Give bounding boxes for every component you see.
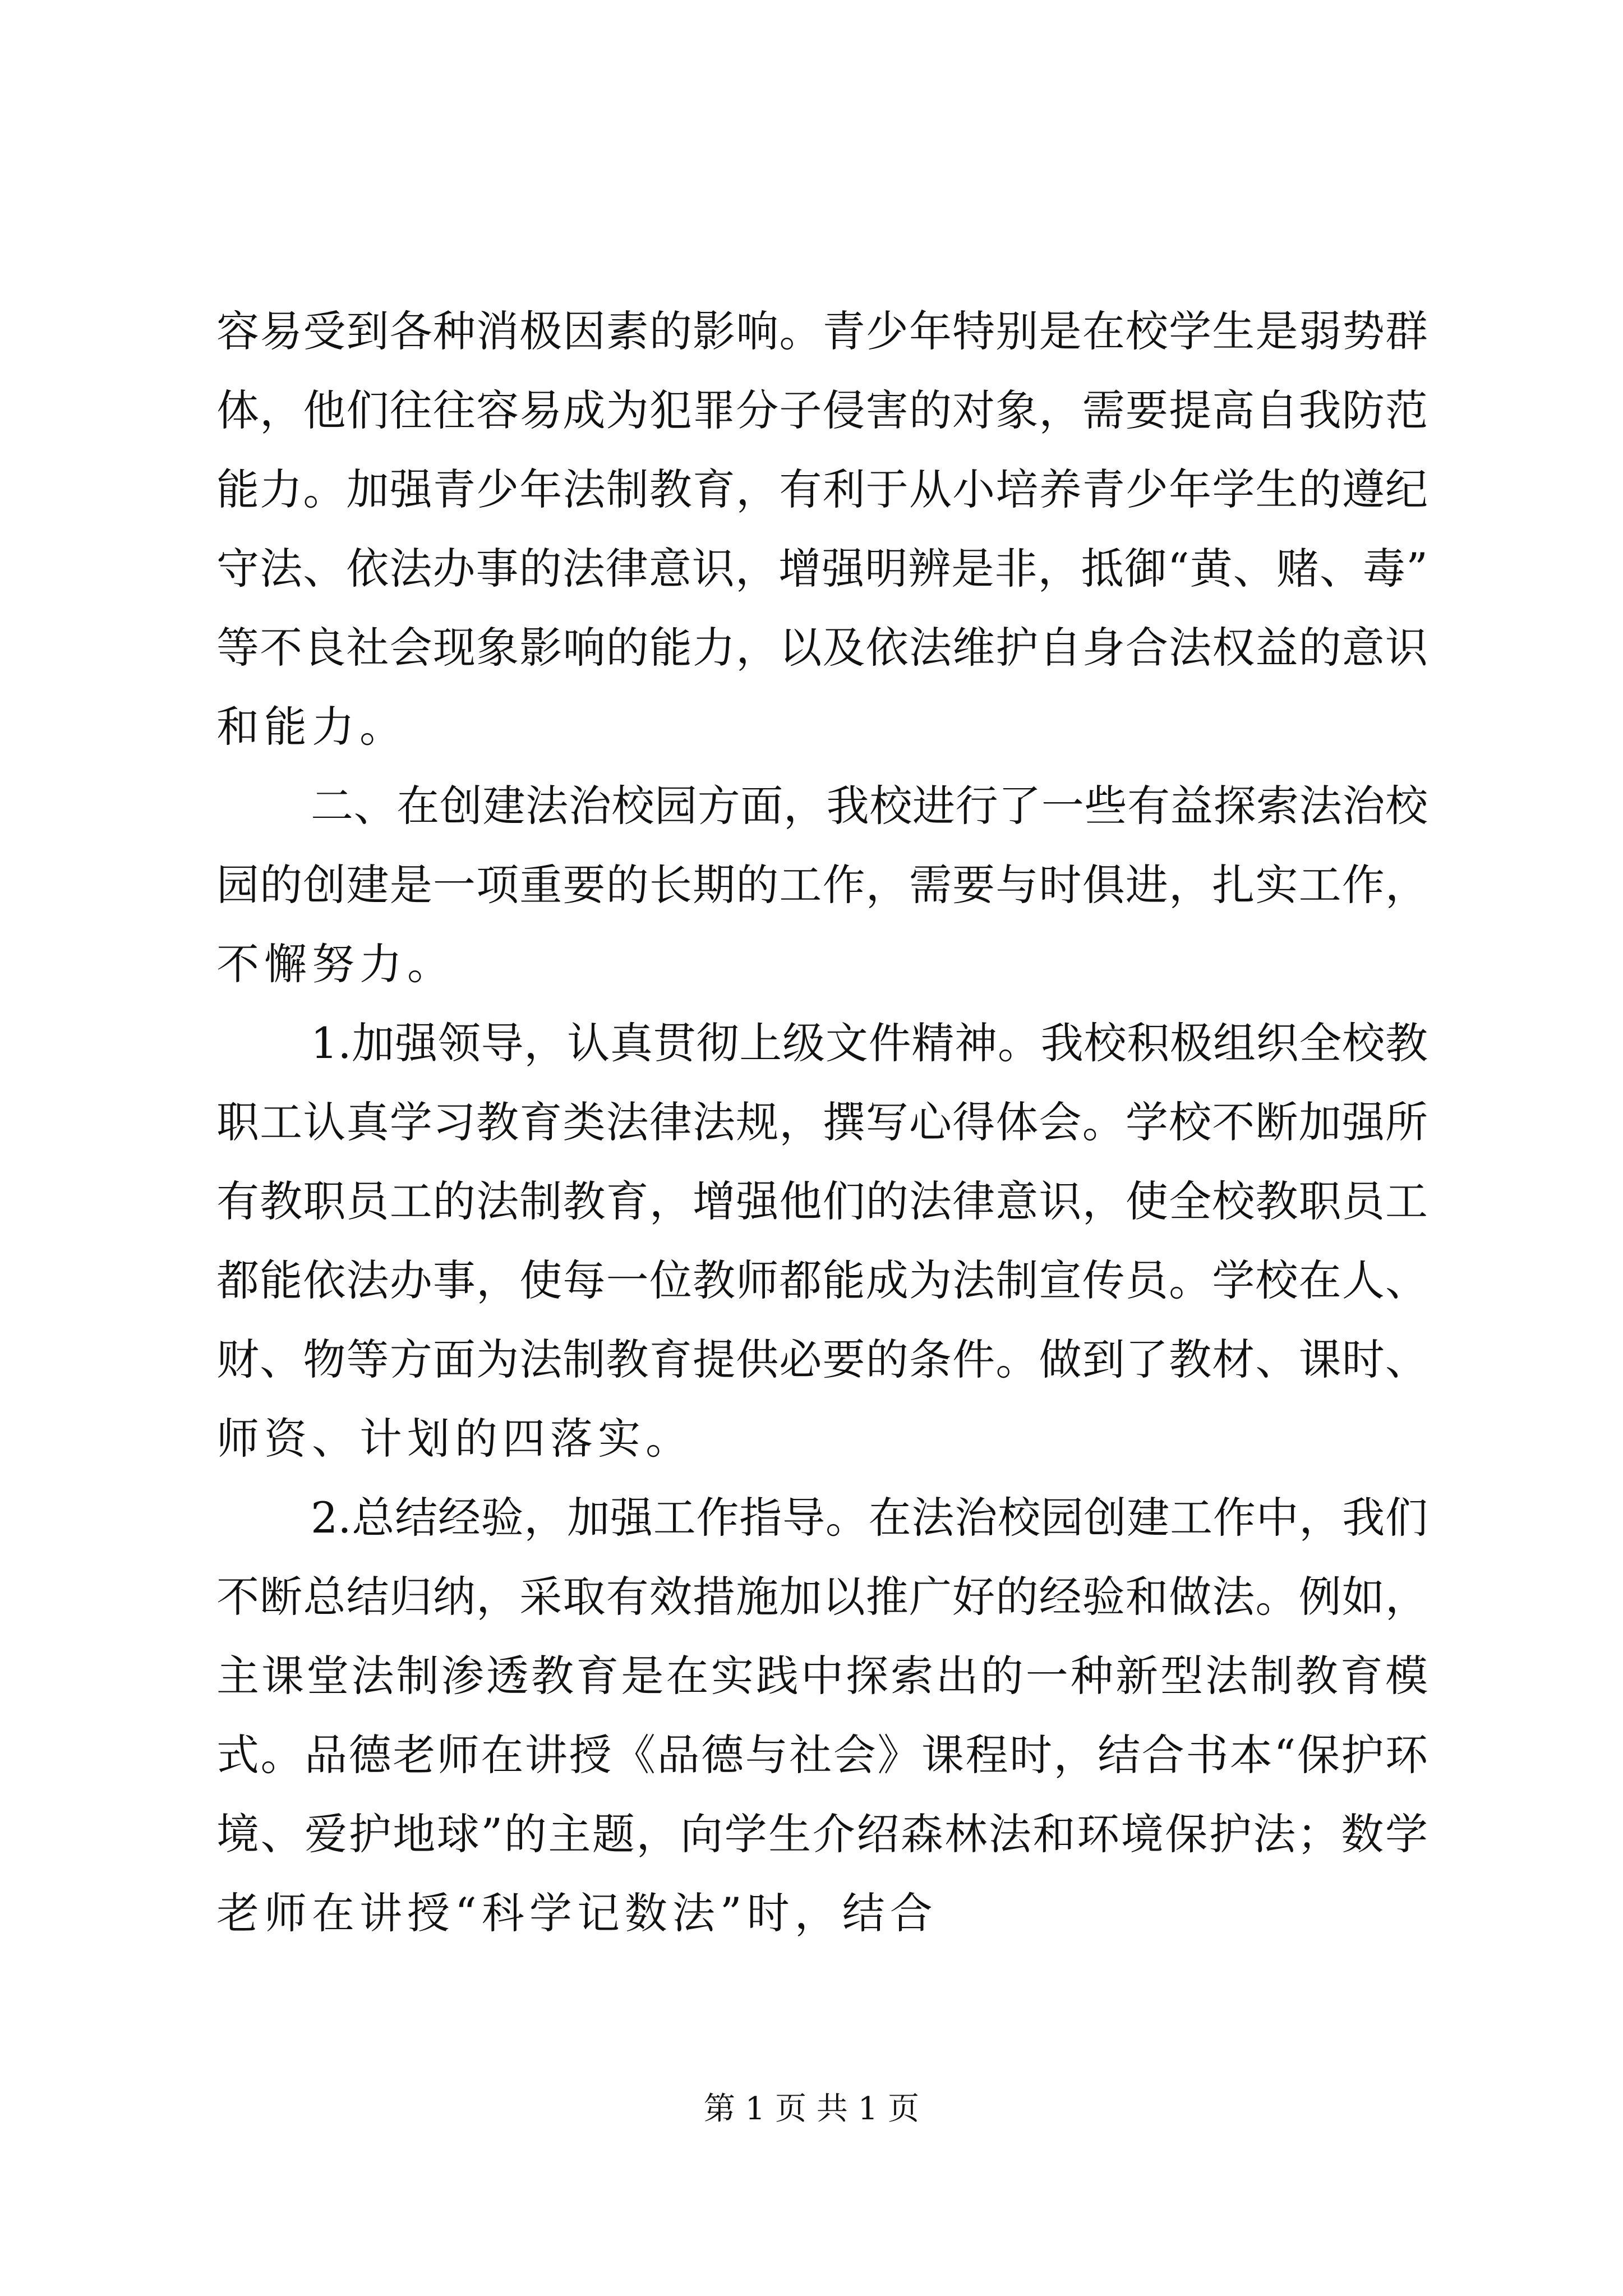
text-line: 容易受到各种消极因素的影响。青少年特别是在校学生是弱势群 [216, 306, 1428, 356]
paragraph-start-line: 1.加强领导，认真贯彻上级文件精神。我校积极组织全校教 [311, 1018, 1428, 1068]
paragraph-start-line: 2.总结经验，加强工作指导。在法治校园创建工作中，我们 [311, 1493, 1428, 1543]
text-line: 园的创建是一项重要的长期的工作，需要与时俱进，扎实工作， [216, 860, 1428, 910]
text-line: 体，他们往往容易成为犯罪分子侵害的对象，需要提高自我防范 [216, 385, 1428, 435]
text-line: 职工认真学习教育类法律法规，撰写心得体会。学校不断加强所 [216, 1097, 1428, 1147]
text-line: 师资、计划的四落实。 [216, 1414, 693, 1464]
page-number-footer: 第 1 页 共 1 页 [703, 2091, 920, 2127]
text-line: 有教职员工的法制教育，增强他们的法律意识，使全校教职员工 [216, 1176, 1428, 1226]
text-line: 式。品德老师在讲授《品德与社会》课程时，结合书本“保护环 [216, 1730, 1428, 1780]
text-line: 不懈努力。 [216, 939, 455, 989]
document-body [216, 292, 1428, 1953]
text-line: 财、物等方面为法制教育提供必要的条件。做到了教材、课时、 [216, 1335, 1428, 1384]
paragraph-start-line: 二、在创建法治校园方面，我校进行了一些有益探索法治校 [311, 781, 1428, 831]
text-line: 不断总结归纳，采取有效措施加以推广好的经验和做法。例如， [216, 1572, 1428, 1622]
text-line: 能力。加强青少年法制教育，有利于从小培养青少年学生的遵纪 [216, 464, 1428, 514]
text-line: 等不良社会现象影响的能力，以及依法维护自身合法权益的意识 [216, 623, 1428, 673]
text-line: 老师在讲授“科学记数法”时，结合 [216, 1888, 938, 1938]
text-line: 境、爱护地球”的主题，向学生介绍森林法和环境保护法；数学 [216, 1809, 1428, 1859]
text-line: 守法、依法办事的法律意识，增强明辨是非，抵御“黄、赌、毒” [216, 544, 1428, 593]
text-line: 主课堂法制渗透教育是在实践中探索出的一种新型法制教育模 [216, 1651, 1428, 1701]
text-line: 和能力。 [216, 702, 407, 752]
text-line: 都能依法办事，使每一位教师都能成为法制宣传员。学校在人、 [216, 1255, 1428, 1305]
